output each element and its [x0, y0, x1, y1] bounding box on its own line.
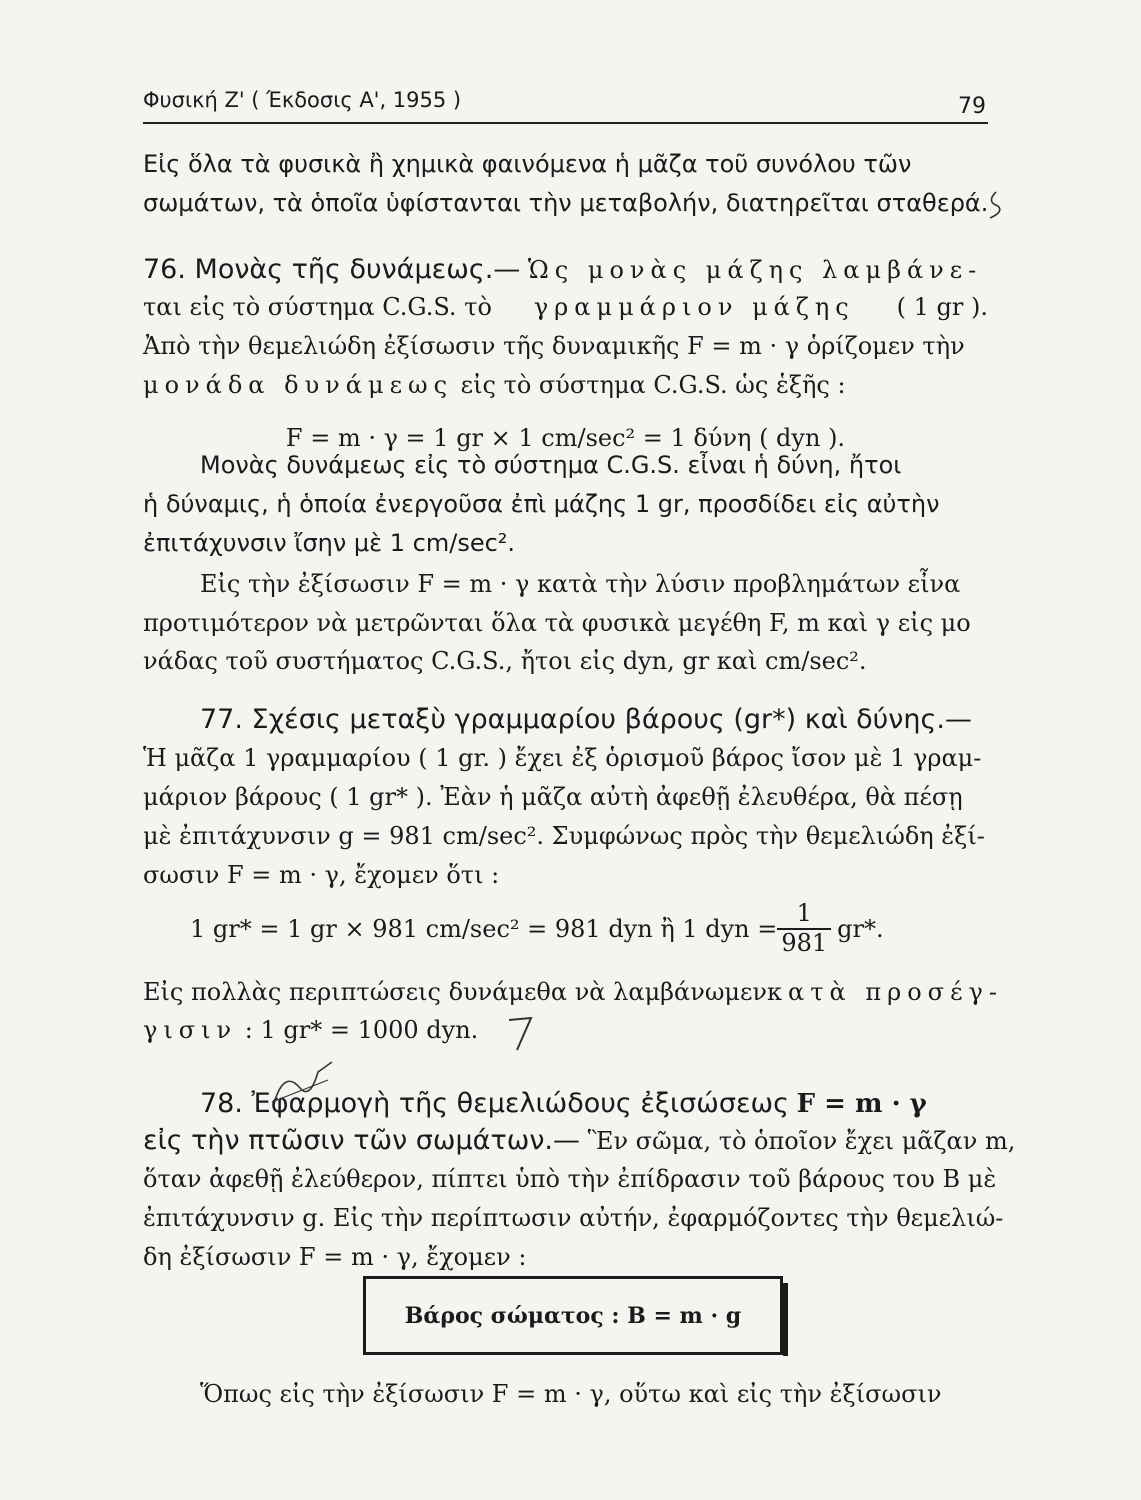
section-76-p2-line-3: ἐπιτάχυνσιν ἴσην μὲ 1 cm/sec². [143, 529, 516, 557]
fraction-numerator: 1 [777, 900, 831, 930]
section-76-line-2a: ται εἰς τὸ σύστημα C.G.S. τὸ [143, 293, 492, 321]
page-number: 79 [958, 94, 986, 119]
section-76-p3-line-2: προτιμότερον νὰ μετρῶνται ὅλα τὰ φυσικὰ μεγέθη F, m καὶ γ εἰς μο [143, 609, 971, 637]
section-78-line-4: δη ἐξίσωσιν F = m · γ, ἔχομεν : [143, 1243, 527, 1271]
section-76-p3-line-3: νάδας τοῦ συστήματος C.G.S., ἤτοι εἰς dyn, gr καὶ cm/sec². [143, 647, 867, 675]
running-header [143, 86, 988, 124]
section-77-p2-line-2b: : 1 gr* = 1000 dyn. [244, 1016, 479, 1044]
section-76-line-4a: μονάδα δυνάμεως [143, 371, 454, 399]
section-77-p2-line-1a: Εἰς πολλὰς περιπτώσεις δυνάμεθα νὰ λαμβάνωμεν [143, 978, 768, 1006]
section-78-line-1-text: Ἓν σῶμα, τὸ ὁποῖον ἔχει μᾶζαν m, [587, 1127, 1016, 1155]
section-76-line-4 [143, 371, 988, 399]
section-77-p2-line-1 [143, 978, 1003, 1006]
section-76-line-2b: γραμμάριον μάζης [533, 293, 855, 321]
section-78-last-line: Ὅπως εἰς τὴν ἐξίσωσιν F = m · γ, οὕτω καὶ εἰς τὴν ἐξίσωσιν [200, 1380, 942, 1408]
fraction-denominator: 981 [781, 928, 828, 957]
section-78-heading: 78. Ἐφαρμογὴ τῆς θεμελιώδους ἐξισώσεως [200, 1088, 790, 1119]
section-77-line-4: σωσιν F = m · γ, ἔχομεν ὅτι : [143, 861, 500, 889]
formula-box [363, 1276, 783, 1355]
section-77-p2-line-1b: κατὰ προσέγ- [767, 978, 1003, 1006]
section-76-line-2 [143, 293, 988, 321]
section-77-line-3: μὲ ἐπιτάχυνσιν g = 981 cm/sec². Συμφώνως πρὸς τὴν θεμελιώδη ἐξί- [143, 822, 985, 850]
section-76-heading: 76. Μονὰς τῆς δυνάμεως.— [143, 254, 521, 285]
section-76-line-2c: ( 1 gr ). [896, 293, 988, 321]
section-76-line-1-text: Ὡς μονὰς μάζης λαμβάνε- [527, 256, 983, 284]
header-title: Φυσική Ζ' ( Έκδοσις Α', 1955 ) [143, 88, 462, 112]
intro-line-1: Εἰς ὅλα τὰ φυσικὰ ἢ χημικὰ φαινόμενα ἡ μᾶζα τοῦ συνόλου τῶν [143, 150, 912, 178]
fraction [777, 900, 831, 957]
section-76-p3-line-1: Εἰς τὴν ἐξίσωσιν F = m · γ κατὰ τὴν λύσιν προβλημάτων εἶνα [200, 570, 961, 598]
section-77-p2-line-2a: γισιν [143, 1016, 238, 1044]
section-78-heading-line-1 [200, 1088, 988, 1119]
section-76-p2-line-1: Μονὰς δυνάμεως εἰς τὸ σύστημα C.G.S. εἶναι ἡ δύνη, ἤτοι [200, 451, 902, 479]
section-76-line-4b: εἰς τὸ σύστημα C.G.S. ὡς ἑξῆς : [460, 371, 846, 399]
section-78-heading-2: εἰς τὴν πτῶσιν τῶν σωμάτων.— [143, 1125, 580, 1156]
section-76-line-3: Ἀπὸ τὴν θεμελιώδη ἐξίσωσιν τῆς δυναμικῆς F = m · γ ὁρίζομεν τὴν [143, 332, 965, 360]
section-77-p2-line-2 [143, 1016, 988, 1044]
section-77-equation [190, 900, 988, 957]
section-78-line-3: ἐπιτάχυνσιν g. Εἰς τὴν περίπτωσιν αὐτήν, ἐφαρμόζοντες τὴν θεμελιώ- [143, 1204, 1004, 1232]
section-76-line-1 [143, 254, 988, 285]
formula-box-text: Βάρος σώματος : B = m · g [404, 1302, 742, 1329]
equation-tail: gr*. [837, 914, 884, 943]
section-77-line-2: μάριον βάρους ( 1 gr* ). Ἐὰν ἡ μᾶζα αὐτὴ ἀφεθῇ ἐλευθέρα, θὰ πέσῃ [143, 783, 963, 811]
section-78-line-2: ὅταν ἀφεθῇ ἐλεύθερον, πίπτει ὑπὸ τὴν ἐπίδρασιν τοῦ βάρους του Β μὲ [143, 1165, 997, 1193]
equation-main: 1 gr* = 1 gr × 981 cm/sec² = 981 dyn ἢ 1 dyn = [190, 914, 778, 943]
section-78-line-1 [143, 1125, 1016, 1156]
section-77-heading: 77. Σχέσις μεταξὺ γραμμαρίου βάρους (gr*) καὶ δύνης.— [200, 704, 972, 735]
section-76-p2-line-2: ἡ δύναμις, ἡ ὁποία ἐνεργοῦσα ἐπὶ μάζης 1 gr, προσδίδει εἰς αὐτὴν [143, 490, 940, 518]
section-77-line-1: Ἡ μᾶζα 1 γραμμαρίου ( 1 gr. ) ἔχει ἐξ ὁρισμοῦ βάρος ἴσον μὲ 1 γραμ- [143, 744, 982, 772]
intro-line-2: σωμάτων, τὰ ὁποῖα ὑφίστανται τὴν μεταβολήν, διατηρεῖται σταθερά. [143, 189, 989, 217]
section-76-equation: F = m · γ = 1 gr × 1 cm/sec² = 1 δύνη ( dyn ). [285, 424, 846, 452]
section-78-heading-formula: F = m · γ [796, 1089, 927, 1119]
